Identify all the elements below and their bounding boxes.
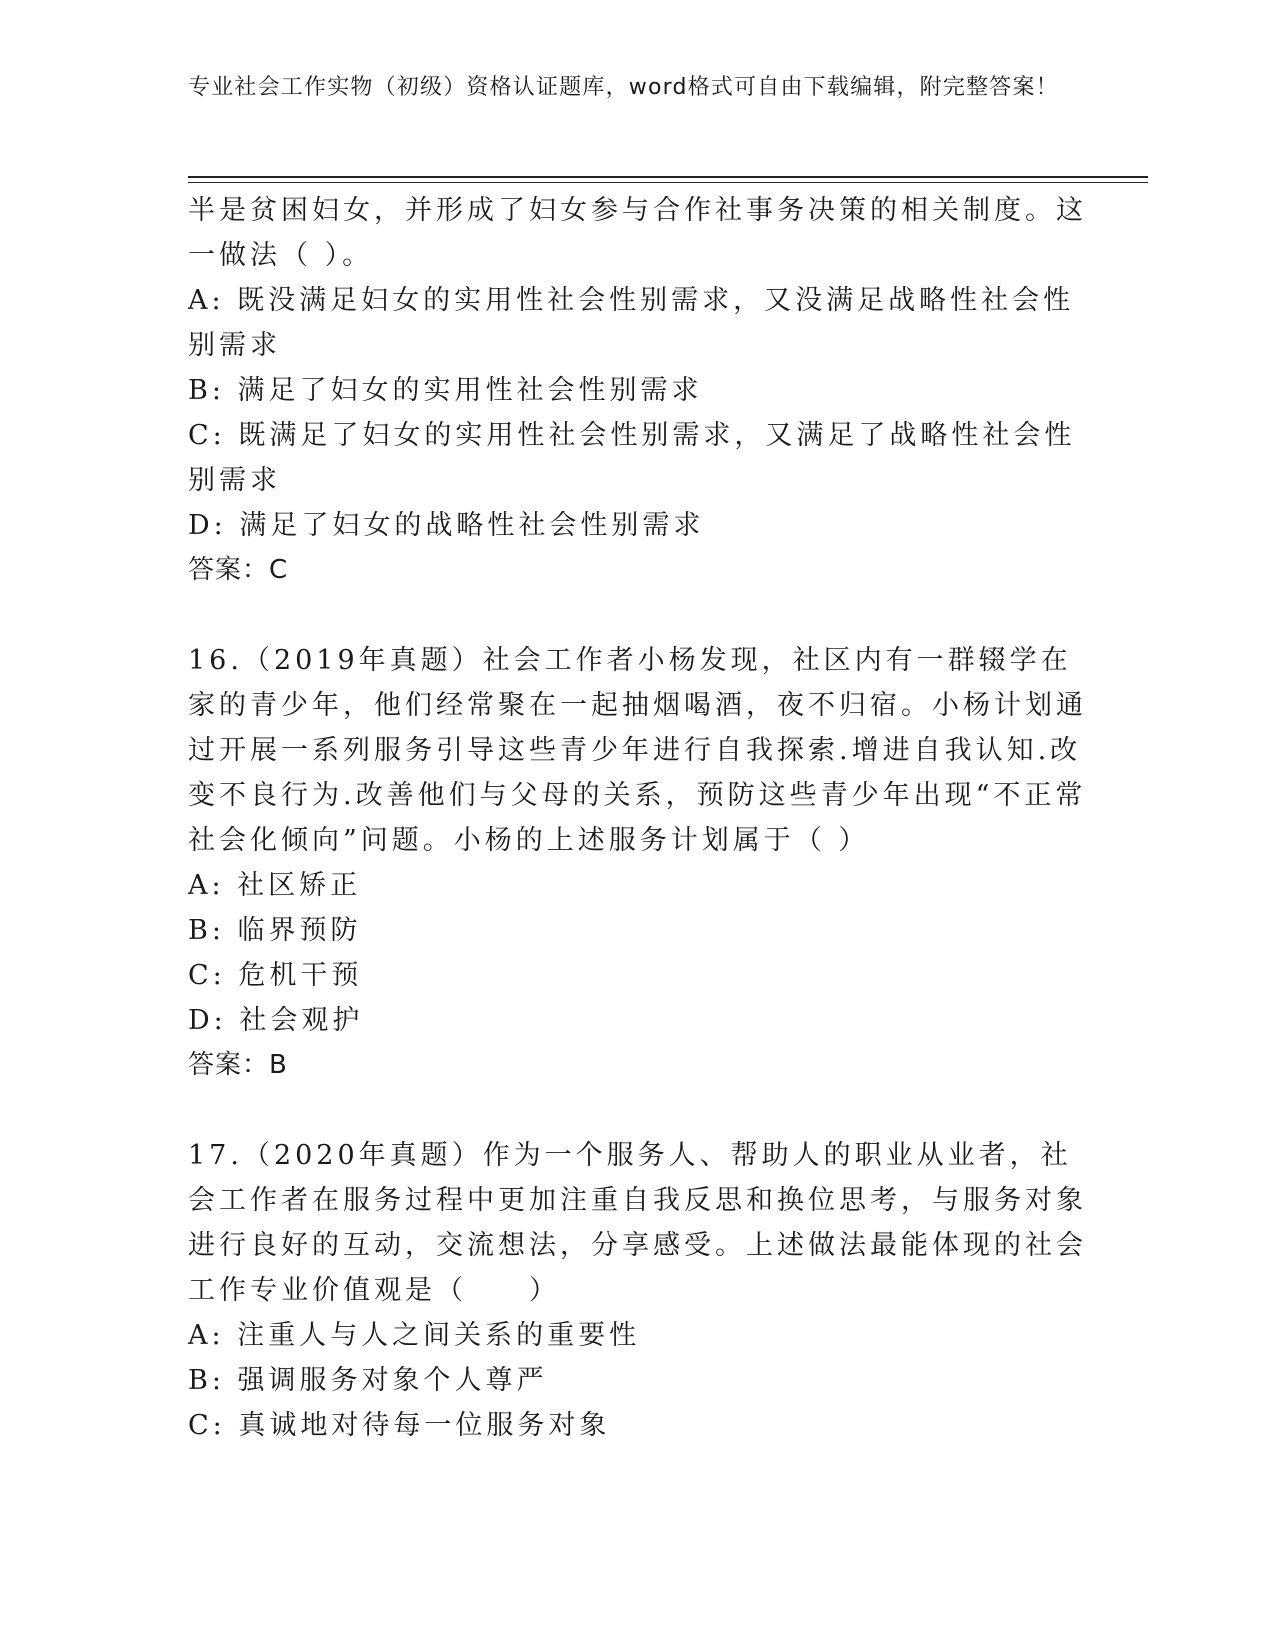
question-17-option-c: C: 真诚地对待每一位服务对象 <box>188 1410 611 1441</box>
question-15-option-a: A: 既没满足妇女的实用性社会性别需求，又没满足战略性社会性别需求 <box>188 285 1075 361</box>
spacer <box>188 1088 1088 1133</box>
question-16-option-c: C: 危机干预 <box>188 960 363 991</box>
question-15-option-d: D: 满足了妇女的战略性社会性别需求 <box>188 510 705 541</box>
question-17 <box>188 1133 1088 1448</box>
question-15 <box>188 188 1088 593</box>
question-16-option-b: B: 临界预防 <box>188 915 362 946</box>
question-17-stem: 17.（2020年真题）作为一个服务人、帮助人的职业从业者，社会工作者在服务过程中更加注重自我反思和换位思考，与服务对象进行良好的互动，交流想法，分享感受。上述做法最能体现的社会工作专业价值观是（ ） <box>188 1140 1087 1306</box>
question-16 <box>188 638 1088 1088</box>
question-15-option-c: C: 既满足了妇女的实用性社会性别需求，又满足了战略性社会性别需求 <box>188 420 1076 496</box>
question-16-option-d: D: 社会观护 <box>188 1005 364 1036</box>
spacer <box>188 593 1088 638</box>
question-15-stem: 半是贫困妇女，并形成了妇女参与合作社事务决策的相关制度。这一做法（ ）。 <box>188 195 1087 271</box>
question-16-option-a: A: 社区矫正 <box>188 870 362 901</box>
question-17-option-a: A: 注重人与人之间关系的重要性 <box>188 1320 641 1351</box>
question-17-option-b: B: 强调服务对象个人尊严 <box>188 1365 548 1396</box>
question-16-stem: 16.（2019年真题）社会工作者小杨发现，社区内有一群辍学在家的青少年，他们经常聚在一起抽烟喝酒，夜不归宿。小杨计划通过开展一系列服务引导这些青少年进行自我探索.增进自我认知.改变不良行为.改善他们与父母的关系，预防这些青少年出现“不正常社会化倾向”问题。小杨的上述服务计划属于（ ） <box>188 645 1087 856</box>
question-15-option-b: B: 满足了妇女的实用性社会性别需求 <box>188 375 703 406</box>
page-header: 专业社会工作实物（初级）资格认证题库，word格式可自由下载编辑，附完整答案！ <box>188 75 1059 100</box>
header-rule-thin <box>188 182 1148 183</box>
question-16-answer: 答案：B <box>188 1050 288 1080</box>
header-rule-thick <box>188 176 1148 178</box>
question-15-answer: 答案：C <box>188 555 289 585</box>
question-content <box>188 188 1088 1448</box>
